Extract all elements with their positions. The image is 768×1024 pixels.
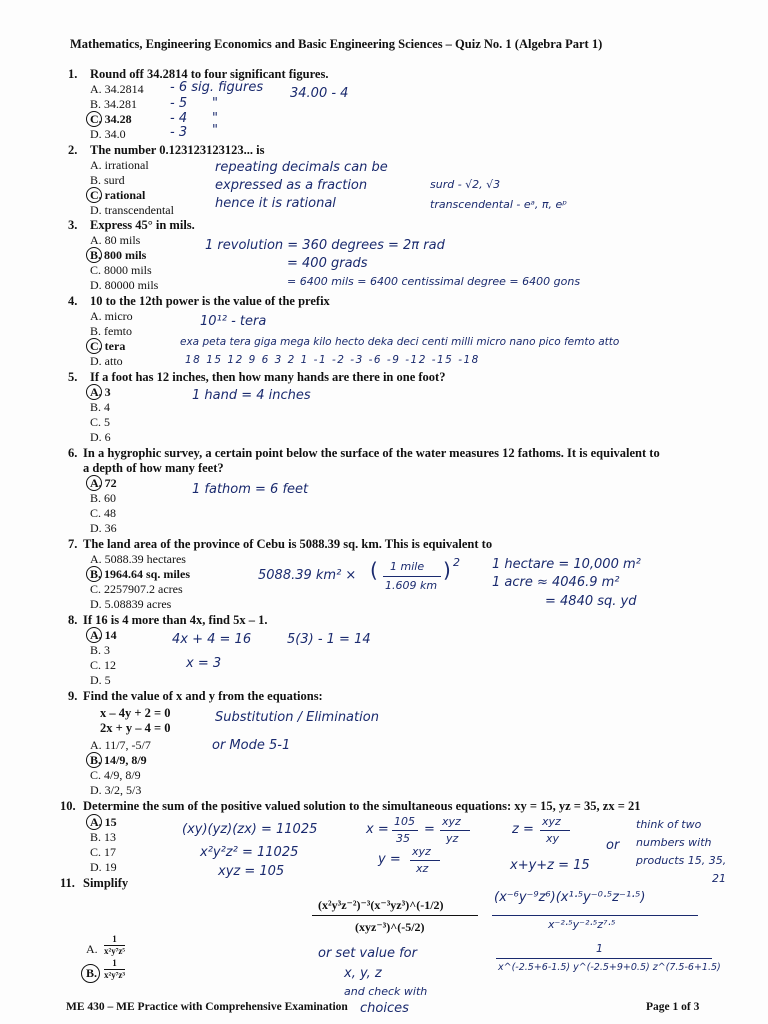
handwritten-note: 5088.39 km² × xyxy=(258,568,357,583)
question-number: 1. xyxy=(68,67,78,81)
fraction-bar xyxy=(540,830,570,831)
handwritten-note: expressed as a fraction xyxy=(215,178,368,193)
handwritten-note: x²y²z² = 11025 xyxy=(200,845,299,860)
handwritten-note: = 400 grads xyxy=(287,256,368,271)
handwritten-note: - 4 xyxy=(170,111,188,126)
choice-b: B. 13 xyxy=(90,830,117,844)
answer-circle xyxy=(86,384,102,400)
expression-denominator: (xyz⁻³)^(-5/2) xyxy=(355,920,425,934)
choice-b: B. surd xyxy=(90,173,125,187)
handwritten-note: (xy)(yz)(zx) = 11025 xyxy=(182,822,318,837)
question-number: 8. xyxy=(68,613,78,627)
choice-a: A. 80 mils xyxy=(90,233,141,247)
choice-a: A. 34.2814 xyxy=(90,82,144,96)
handwritten-note: (x⁻⁶y⁻⁹z⁶)(x¹·⁵y⁻⁰·⁵z⁻¹·⁵) xyxy=(494,890,646,905)
handwritten-exponent: 2 xyxy=(453,556,460,569)
question-text: Express 45° in mils. xyxy=(90,218,195,232)
fraction-bar xyxy=(383,576,441,577)
choice-b: B. 1964.64 sq. miles xyxy=(90,567,191,581)
choice-d: D. 3/2, 5/3 xyxy=(90,783,142,797)
choice-a-num: 1 xyxy=(104,934,125,946)
choice-b: B. 800 mils xyxy=(90,248,147,262)
handwritten-fraction-numerator: 1 mile xyxy=(390,560,425,573)
choice-b: B. 4 xyxy=(90,400,111,414)
handwritten-note: or Mode 5-1 xyxy=(212,738,291,753)
handwritten-note: 34.00 - 4 xyxy=(290,86,349,101)
question-text: Simplify xyxy=(83,876,129,890)
handwritten-note: = xyxy=(424,822,435,837)
choice-c: C. 4/9, 8/9 xyxy=(90,768,141,782)
handwritten-note: 35 xyxy=(396,832,410,845)
handwritten-note: Substitution / Elimination xyxy=(215,710,379,725)
question-text: The number 0.123123123123... is xyxy=(90,143,265,157)
handwritten-note: = 4840 sq. yd xyxy=(545,594,637,609)
choice-a-label: A. xyxy=(86,942,98,956)
answer-circle xyxy=(86,111,102,127)
handwritten-note: z = xyxy=(512,822,534,837)
choice-b: B. 3 xyxy=(90,643,111,657)
question-number: 11. xyxy=(60,876,75,890)
handwritten-note: x+y+z = 15 xyxy=(510,858,590,873)
choice-a: A. 11/7, -5/7 xyxy=(90,738,151,752)
handwritten-note: or xyxy=(606,838,620,853)
handwritten-note: 1 fathom = 6 feet xyxy=(192,482,309,497)
choice-c: C. 5 xyxy=(90,415,111,429)
fraction-bar xyxy=(392,830,418,831)
answer-circle xyxy=(86,814,102,830)
choice-a: A. 15 xyxy=(90,815,117,829)
handwritten-note: numbers with xyxy=(636,836,712,849)
question-text: Determine the sum of the positive valued solution to the simultaneous equations: xy = 15, yz = 35, zx = 21 xyxy=(83,799,641,813)
choice-c: C. rational xyxy=(90,188,146,202)
question-text: The land area of the province of Cebu is 5088.39 sq. km. This is equivalent to xyxy=(83,537,493,551)
question-number: 7. xyxy=(68,537,78,551)
quiz-title: Mathematics, Engineering Economics and Basic Engineering Sciences – Quiz No. 1 (Algebra Part 1) xyxy=(70,37,603,51)
choice-a: A. 3 xyxy=(90,385,111,399)
handwritten-note: xyz xyxy=(542,815,561,828)
question-text: In a hygrophic survey, a certain point below the surface of the water measures 12 fathoms. It is equivalent to xyxy=(83,446,660,460)
expression-fraction-bar xyxy=(312,915,478,916)
handwritten-fraction-denominator: 1.609 km xyxy=(385,579,438,592)
question-number: 10. xyxy=(60,799,76,813)
fraction-bar xyxy=(496,958,712,959)
handwritten-note: 18 15 12 9 6 3 2 1 -1 -2 -3 -6 -9 -12 -15 -18 xyxy=(185,354,480,366)
handwritten-note: 21 xyxy=(712,872,726,885)
handwritten-note: or set value for xyxy=(318,946,417,961)
handwritten-note: xy xyxy=(546,832,560,845)
handwritten-note: x, y, z xyxy=(344,966,382,981)
handwritten-note: think of two xyxy=(636,818,702,831)
handwritten-note: x⁻²·⁵y⁻²·⁵z⁷·⁵ xyxy=(548,918,616,931)
choice-a: A. irrational xyxy=(90,158,149,172)
handwritten-note: hence it is rational xyxy=(215,196,336,211)
handwritten-note: x^(-2.5+6-1.5) y^(-2.5+9+0.5) z^(7.5-6+1.5) xyxy=(498,962,721,973)
question-number: 3. xyxy=(68,218,78,232)
question-number: 2. xyxy=(68,143,78,157)
question-text-continued: a depth of how many feet? xyxy=(83,461,224,475)
choice-c: C. 8000 mils xyxy=(90,263,152,277)
paren-open: ( xyxy=(370,558,378,582)
question-text: Round off 34.2814 to four significant figures. xyxy=(90,67,329,81)
equation-2: 2x + y – 4 = 0 xyxy=(100,721,171,735)
choice-d: D. transcendental xyxy=(90,203,174,217)
handwritten-note: xyz = 105 xyxy=(218,864,285,879)
handwritten-note: x = xyxy=(366,822,389,837)
handwritten-note: 10¹² - tera xyxy=(200,314,267,329)
choice-b: B. 14/9, 8/9 xyxy=(90,753,147,767)
choice-d: D. 36 xyxy=(90,521,117,535)
choice-d: D. 6 xyxy=(90,430,111,444)
answer-circle xyxy=(86,627,102,643)
choice-c: C. 48 xyxy=(90,506,117,520)
choice-c: C. 2257907.2 acres xyxy=(90,582,183,596)
choice-d: D. 5.08839 acres xyxy=(90,597,172,611)
question-number: 5. xyxy=(68,370,78,384)
paren-close: ) xyxy=(443,558,451,582)
handwritten-note: products 15, 35, xyxy=(636,854,727,867)
question-number: 9. xyxy=(68,689,78,703)
answer-circle xyxy=(86,247,102,263)
choice-a: A. 5088.39 hectares xyxy=(90,552,186,566)
answer-circle xyxy=(86,752,102,768)
choice-d: D. 80000 mils xyxy=(90,278,159,292)
fraction-bar xyxy=(440,830,470,831)
choice-a-fraction xyxy=(104,934,125,957)
handwritten-note: 1 revolution = 360 degrees = 2π rad xyxy=(205,238,445,253)
question-number: 6. xyxy=(68,446,78,460)
handwritten-note: choices xyxy=(360,1001,409,1016)
choice-a-den: x²y⁷z⁵ xyxy=(104,946,126,956)
choice-d: D. atto xyxy=(90,354,123,368)
handwritten-note: 1 hectare = 10,000 m² xyxy=(492,557,641,572)
ditto-mark: " xyxy=(212,96,218,111)
handwritten-note: y = xyxy=(378,852,401,867)
choice-d: D. 19 xyxy=(90,860,117,874)
answer-circle xyxy=(86,566,102,582)
ditto-mark: " xyxy=(212,111,218,126)
handwritten-note: xyz xyxy=(442,815,461,828)
answer-circle xyxy=(86,338,102,354)
handwritten-note: 1 acre ≈ 4046.9 m² xyxy=(492,575,620,590)
question-text: Find the value of x and y from the equations: xyxy=(83,689,323,703)
choice-b: B. 60 xyxy=(90,491,117,505)
choice-c: C. 17 xyxy=(90,845,117,859)
question-number: 4. xyxy=(68,294,78,308)
fraction-bar xyxy=(492,915,698,916)
choice-c: C. tera xyxy=(90,339,126,353)
choice-b: B. femto xyxy=(90,324,132,338)
handwritten-note: 4x + 4 = 16 xyxy=(172,632,252,647)
handwritten-note: xz xyxy=(416,862,429,875)
footer-course: ME 430 – ME Practice with Comprehensive Examination xyxy=(66,1001,348,1013)
equation-1: x – 4y + 2 = 0 xyxy=(100,706,171,720)
handwritten-note: and check with xyxy=(344,985,428,998)
choice-b-label: B. xyxy=(86,966,98,980)
choice-b-num: 1 xyxy=(104,958,125,970)
handwritten-note: xyz xyxy=(412,845,431,858)
handwritten-note: 105 xyxy=(394,815,415,828)
footer-page-number: Page 1 of 3 xyxy=(646,1001,700,1013)
question-text: If 16 is 4 more than 4x, find 5x – 1. xyxy=(83,613,268,627)
answer-circle xyxy=(86,475,102,491)
choice-b: B. 34.281 xyxy=(90,97,138,111)
choice-d: D. 5 xyxy=(90,673,111,687)
handwritten-note: x = 3 xyxy=(186,656,222,671)
handwritten-note: yz xyxy=(446,832,459,845)
handwritten-note: - 5 xyxy=(170,96,188,111)
handwritten-note: = 6400 mils = 6400 centissimal degree = 6400 gons xyxy=(287,275,581,288)
handwritten-note: 1 hand = 4 inches xyxy=(192,388,311,403)
choice-c: C. 34.28 xyxy=(90,112,132,126)
expression-numerator: (x²y³z⁻²)⁻³(x⁻³yz³)^(-1/2) xyxy=(318,898,444,912)
answer-circle xyxy=(86,187,102,203)
choice-a: A. 72 xyxy=(90,476,117,490)
question-text: If a foot has 12 inches, then how many hands are there in one foot? xyxy=(90,370,446,384)
choice-c: C. 12 xyxy=(90,658,117,672)
handwritten-note: transcendental - eᵃ, π, eᵖ xyxy=(430,198,568,211)
question-text: 10 to the 12th power is the value of the prefix xyxy=(90,294,330,308)
choice-b-den: x²y⁷z³ xyxy=(104,970,126,980)
choice-a: A. 14 xyxy=(90,628,117,642)
fraction-bar xyxy=(410,860,440,861)
choice-a: A. micro xyxy=(90,309,133,323)
handwritten-note: - 3 xyxy=(170,125,188,140)
choice-d: D. 34.0 xyxy=(90,127,126,141)
handwritten-note: repeating decimals can be xyxy=(215,160,388,175)
choice-b-fraction xyxy=(104,958,125,981)
handwritten-note: exa peta tera giga mega kilo hecto deka deci centi milli micro nano pico femto atto xyxy=(180,336,620,348)
handwritten-note: - 6 sig. figures xyxy=(170,80,264,95)
handwritten-note: surd - √2, √3 xyxy=(430,178,501,191)
ditto-mark: " xyxy=(212,123,218,138)
handwritten-note: 5(3) - 1 = 14 xyxy=(287,632,371,647)
handwritten-note: 1 xyxy=(596,942,603,955)
answer-circle xyxy=(81,964,100,983)
